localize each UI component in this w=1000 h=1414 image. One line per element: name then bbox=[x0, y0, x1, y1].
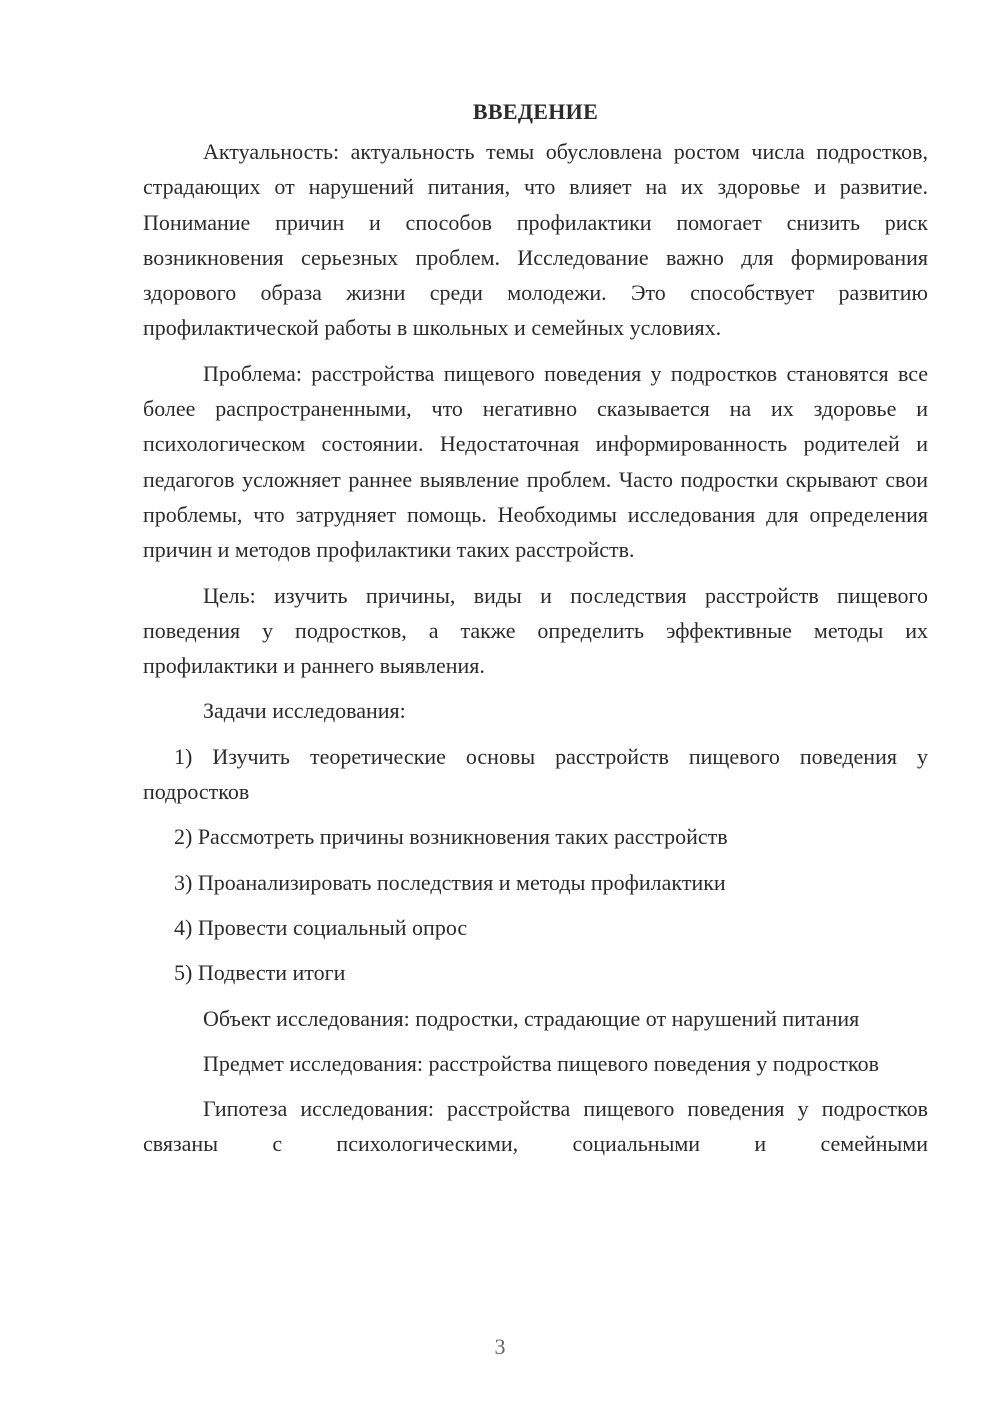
goal-paragraph: Цель: изучить причины, виды и последствия расстройств пищевого поведения у подростков, а также определить эффективные методы их профилактики и раннего выявления. bbox=[143, 582, 928, 679]
relevance-paragraph: Актуальность: актуальность темы обусловлена ростом числа подростков, страдающих от нарушений питания, что влияет на их здоровье и развитие. Понимание причин и способов профилактики помогает снизить риск возникновения серьезных проблем. Исследование важно для формирования здорового образа жизни среди молодежи. Это способствует развитию профилактической работы в школьных и семейных условиях. bbox=[143, 139, 928, 341]
task-item-4: 4) Провести социальный опрос bbox=[174, 914, 468, 940]
section-title: ВВЕДЕНИЕ bbox=[472, 99, 599, 124]
problem-paragraph: Проблема: расстройства пищевого поведения у подростков становятся все более распространенными, что негативно сказывается на их здоровье и психологическом состоянии. Недостаточная информированность родителей и педагогов усложняет раннее выявление проблем. Часто подростки скрывают свои проблемы, что затрудняет помощь. Необходимы исследования для определения причин и методов профилактики таких расстройств. bbox=[143, 360, 928, 563]
research-object-paragraph: Объект исследования: подростки, страдающие от нарушений питания bbox=[203, 1005, 860, 1031]
task-item-1: 1) Изучить теоретические основы расстройств пищевого поведения у подростков bbox=[143, 743, 928, 805]
task-item-5: 5) Подвести итоги bbox=[174, 960, 346, 986]
tasks-heading: Задачи исследования: bbox=[203, 698, 406, 724]
task-item-2: 2) Рассмотреть причины возникновения таких расстройств bbox=[174, 824, 728, 850]
hypothesis-paragraph: Гипотеза исследования: расстройства пищевого поведения у подростков связаны с психологическими, социальными и семейными bbox=[143, 1096, 928, 1157]
research-subject-paragraph: Предмет исследования: расстройства пищевого поведения у подростков bbox=[203, 1050, 879, 1076]
page-number: 3 bbox=[494, 1334, 506, 1359]
task-item-3: 3) Проанализировать последствия и методы профилактики bbox=[174, 869, 726, 895]
